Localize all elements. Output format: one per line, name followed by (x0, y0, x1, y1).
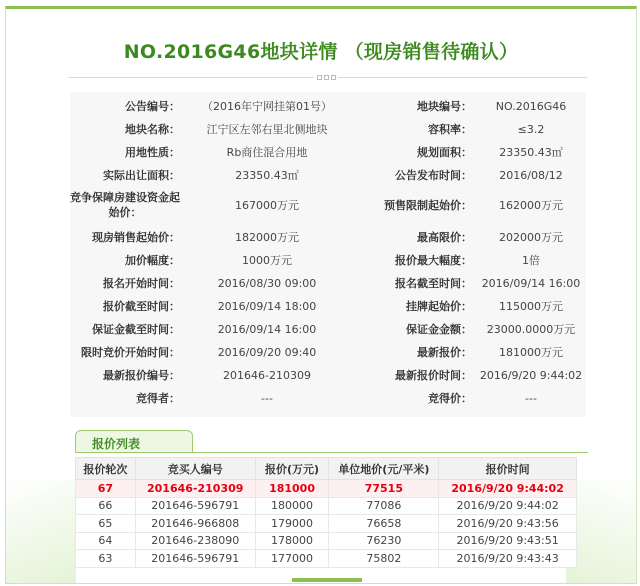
cell-round: 63 (76, 550, 136, 568)
value-latest-bid: 181000万元 (499, 346, 563, 359)
divider-ornament (314, 73, 338, 82)
cell-round: 65 (76, 515, 136, 533)
label-registration-end: 报名截至时间： (395, 277, 472, 290)
header-bidder-no: 竞买人编号 (135, 458, 255, 480)
label-winner: 竞得者： (136, 392, 180, 405)
info-row (70, 228, 586, 246)
label-bid-deadline: 报价截至时间： (103, 300, 180, 313)
label-parcel-no: 地块编号： (417, 100, 472, 113)
label-deposit-deadline: 保证金截至时间： (92, 323, 180, 336)
cell-bid-time: 2016/9/20 9:43:51 (439, 532, 577, 550)
label-latest-bid-no: 最新报价编号： (103, 369, 180, 382)
header-round: 报价轮次 (76, 458, 136, 480)
bid-list-table (75, 457, 577, 568)
cell-round: 67 (76, 480, 136, 498)
info-row (70, 389, 586, 407)
cell-bid-amount: 179000 (255, 515, 329, 533)
cell-bid-amount: 180000 (255, 497, 329, 515)
cell-bidder-no: 201646-966808 (135, 515, 255, 533)
label-presale-start: 预售限制起始价： (384, 199, 472, 212)
label-increment: 加价幅度： (125, 254, 180, 267)
cell-bidder-no: 201646-596791 (135, 497, 255, 515)
table-row (76, 532, 577, 550)
detail-panel (5, 6, 637, 584)
info-row (70, 343, 586, 361)
cell-unit-price: 76658 (329, 515, 439, 533)
label-actual-area: 实际出让面积： (103, 169, 180, 182)
value-publish-date: 2016/08/12 (499, 168, 563, 182)
cell-unit-price: 76230 (329, 532, 439, 550)
label-housing-fund-start: 竞争保障房建设资金起始价： (70, 191, 180, 219)
info-row (70, 120, 586, 138)
label-land-use: 用地性质： (125, 146, 180, 159)
value-announcement-no: （2016年宁网挂第01号） (202, 100, 332, 113)
page-title: NO.2016G46地块详情 （现房销售待确认） (123, 41, 519, 63)
cell-bid-amount: 177000 (255, 550, 329, 568)
cell-bid-time: 2016/9/20 9:43:56 (439, 515, 577, 533)
header-unit-price: 单位地价(元/平米) (329, 458, 439, 480)
value-increment: 1000万元 (242, 254, 292, 267)
value-registration-end: 2016/09/14 16:00 (481, 276, 581, 290)
info-row (70, 320, 586, 338)
label-max-price: 最高限价： (417, 231, 472, 244)
value-latest-bid-time: 2016/9/20 9:44:02 (479, 368, 583, 382)
label-parcel-name: 地块名称： (125, 123, 180, 136)
label-plot-ratio: 容积率： (428, 123, 472, 136)
cell-bid-amount: 181000 (255, 480, 329, 498)
value-parcel-no: NO.2016G46 (495, 99, 567, 113)
cell-bidder-no: 201646-238090 (135, 532, 255, 550)
info-row (70, 166, 586, 184)
table-row (76, 550, 577, 568)
tab-bid-list[interactable] (75, 430, 193, 452)
label-winning-price: 竞得价： (428, 392, 472, 405)
cell-unit-price: 77515 (329, 480, 439, 498)
value-bid-deadline: 2016/09/14 18:00 (217, 299, 317, 313)
info-row (70, 97, 586, 115)
info-row (70, 189, 586, 221)
cell-bid-amount: 178000 (255, 532, 329, 550)
label-timed-bid-start: 限时竞价开始时间： (81, 346, 180, 359)
label-deposit-amount: 保证金金额： (406, 323, 472, 336)
header-bid-time: 报价时间 (439, 458, 577, 480)
value-latest-bid-no: 201646-210309 (223, 368, 311, 382)
table-row (76, 515, 577, 533)
table-header-row (76, 458, 577, 480)
cell-bid-time: 2016/9/20 9:44:02 (439, 480, 577, 498)
cell-bid-time: 2016/9/20 9:44:02 (439, 497, 577, 515)
value-deposit-amount: 23000.0000万元 (486, 323, 576, 336)
value-listing-start-price: 115000万元 (499, 300, 563, 313)
value-presale-start: 162000万元 (499, 199, 563, 212)
parcel-info-table (70, 92, 586, 417)
label-publish-date: 公告发布时间： (395, 169, 472, 182)
header-bid-amount: 报价(万元) (255, 458, 329, 480)
cell-unit-price: 75802 (329, 550, 439, 568)
value-planned-area: 23350.43㎡ (499, 146, 563, 159)
tab-bid-list-label: 报价列表 (92, 437, 141, 451)
table-row (76, 480, 577, 498)
value-actual-area: 23350.43㎡ (235, 169, 299, 182)
value-housing-fund-start: 167000万元 (235, 199, 299, 212)
value-plot-ratio: ≤3.2 (517, 122, 545, 136)
decor-left (6, 479, 76, 584)
label-announcement-no: 公告编号： (125, 100, 180, 113)
cell-round: 64 (76, 532, 136, 550)
value-max-increment: 1倍 (522, 254, 540, 267)
info-row (70, 143, 586, 161)
value-parcel-name: 江宁区左邻右里北侧地块 (206, 123, 328, 136)
label-latest-bid-time: 最新报价时间： (395, 369, 472, 382)
label-registration-start: 报名开始时间： (103, 277, 180, 290)
value-winning-price: --- (525, 391, 537, 405)
table-row (76, 497, 577, 515)
info-row (70, 297, 586, 315)
cell-bid-time: 2016/9/20 9:43:43 (439, 550, 577, 568)
value-registration-start: 2016/08/30 09:00 (217, 276, 317, 290)
cell-round: 66 (76, 497, 136, 515)
cell-unit-price: 77086 (329, 497, 439, 515)
label-max-increment: 报价最大幅度： (395, 254, 472, 267)
tab-underline (75, 452, 588, 453)
value-winner: --- (261, 391, 273, 405)
info-row (70, 251, 586, 269)
cell-bidder-no: 201646-210309 (135, 480, 255, 498)
info-row (70, 366, 586, 384)
label-planned-area: 规划面积： (417, 146, 472, 159)
value-timed-bid-start: 2016/09/20 09:40 (217, 345, 317, 359)
label-listing-start-price: 挂牌起始价： (406, 300, 472, 313)
value-max-price: 202000万元 (499, 231, 563, 244)
value-spot-sale-start: 182000万元 (235, 231, 299, 244)
bottom-accent-bar (292, 578, 362, 582)
label-spot-sale-start: 现房销售起始价： (92, 231, 180, 244)
value-deposit-deadline: 2016/09/14 16:00 (217, 322, 317, 336)
label-latest-bid: 最新报价： (417, 346, 472, 359)
cell-bidder-no: 201646-596791 (135, 550, 255, 568)
value-land-use: Rb商住混合用地 (226, 146, 308, 159)
info-row (70, 274, 586, 292)
